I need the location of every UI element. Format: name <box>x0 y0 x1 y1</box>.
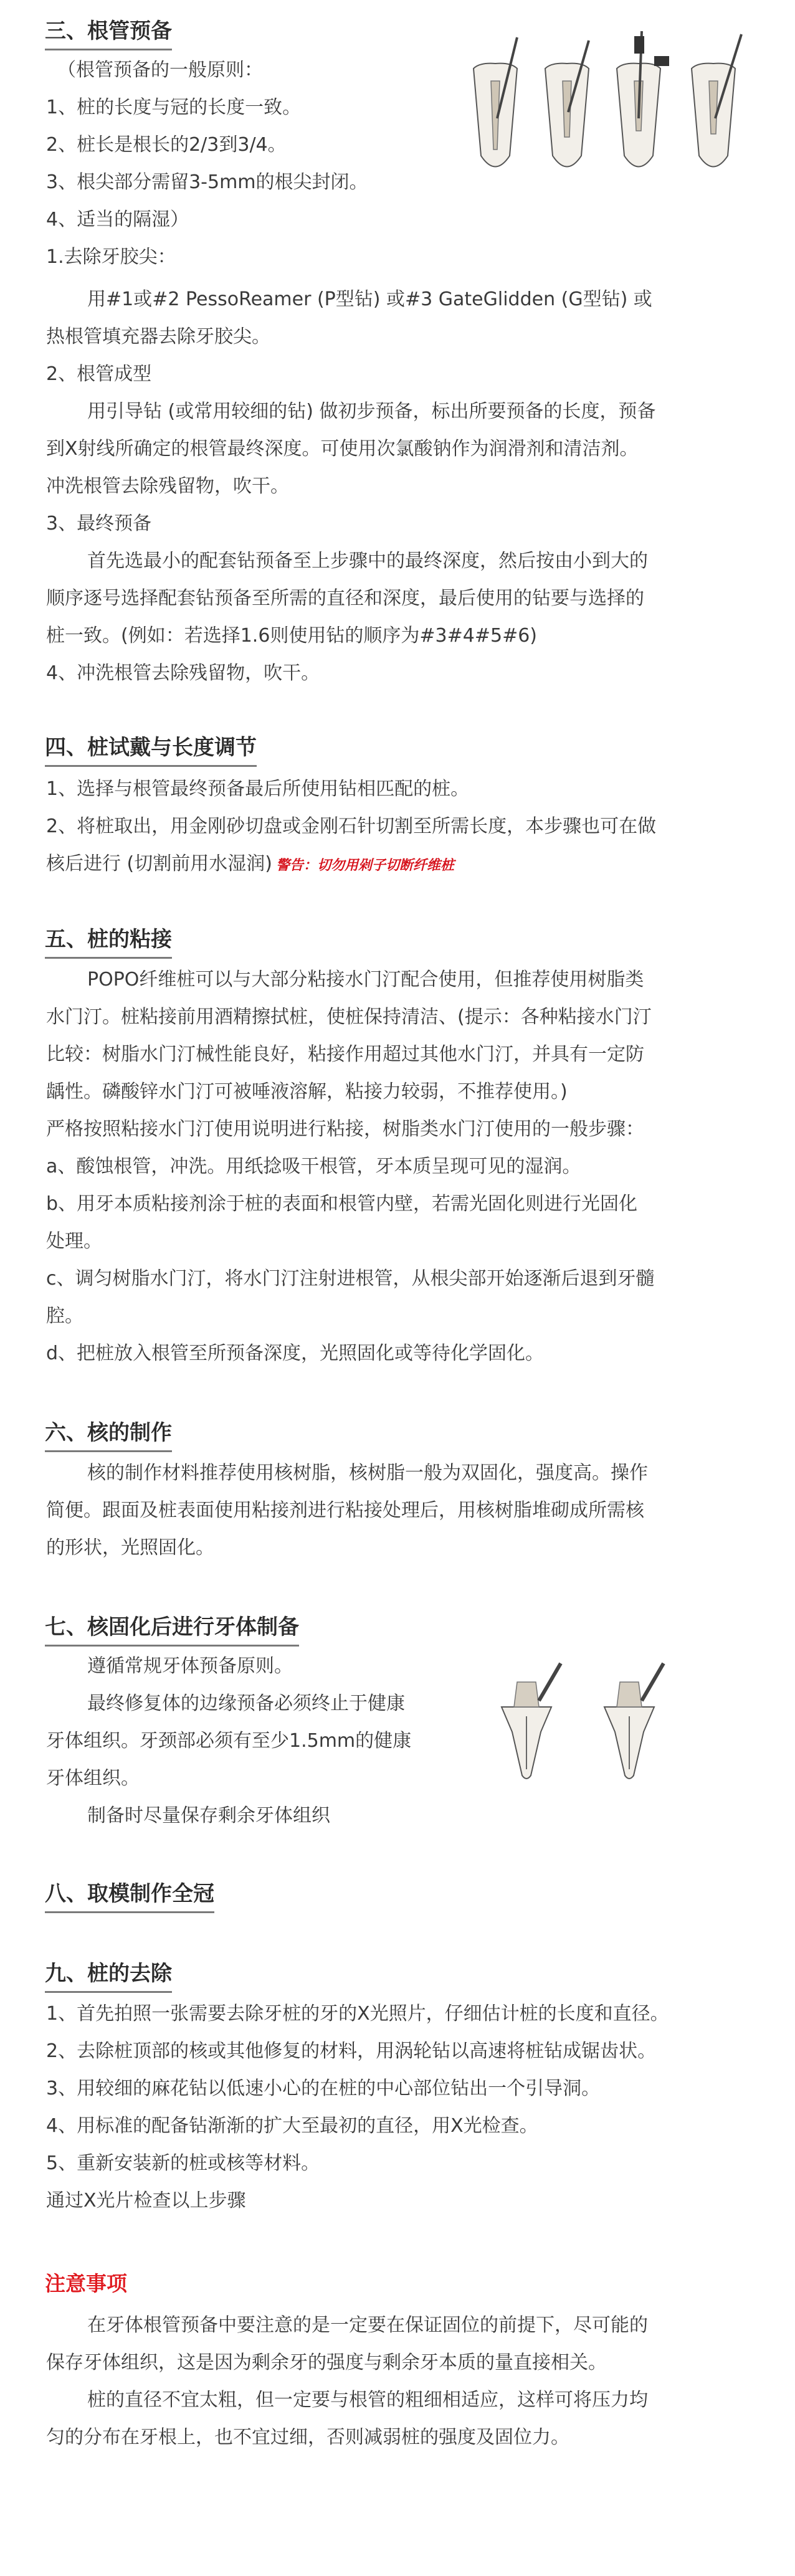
notes-line-3: 匀的分布在牙根上，也不宜过细，否则减弱桩的强度及固位力。 <box>46 2426 569 2448</box>
sec5-line-10: d、把桩放入根管至所预备深度，光照固化或等待化学固化。 <box>46 1343 545 1364</box>
warning-text: 警告：切勿用剁子切断纤维桩 <box>275 858 454 873</box>
sec4-line-2: 核后进行 (切割前用水湿润) <box>46 853 272 875</box>
sec3-line-11: 冲洗根管去除残留物，吹干。 <box>46 475 289 497</box>
sec3-line-13: 首先选最小的配套钻预备至上步骤中的最终深度，然后按由小到大的 <box>87 550 648 572</box>
sec3-line-1: 1、桩的长度与冠的长度一致。 <box>46 97 302 118</box>
sec5-line-0: POPO纤维桩可以与大部分粘接水门汀配合使用，但推荐使用树脂类 <box>87 969 644 991</box>
sec3-line-15: 桩一致。(例如：若选择1.6则使用钻的顺序为#3#4#5#6) <box>46 625 538 647</box>
sec7-line-1: 最终修复体的边缘预备必须终止于健康 <box>87 1693 405 1714</box>
section-3-title: 三、根管预备 <box>45 17 172 50</box>
sec3-line-2: 2、桩长是根长的2/3到3/4。 <box>46 134 287 156</box>
sec6-line-0: 核的制作材料推荐使用核树脂，核树脂一般为双固化，强度高。操作 <box>87 1462 648 1484</box>
sec5-line-5: a、酸蚀根管，冲洗。用纸捻吸干根管，牙本质呈现可见的湿润。 <box>46 1156 581 1177</box>
crown-preparation-illustration <box>492 1657 716 1782</box>
section-4-title: 四、桩试戴与长度调节 <box>45 734 257 767</box>
sec9-line-2: 3、用较细的麻花钻以低速小心的在桩的中心部位钻出一个引导洞。 <box>46 2078 601 2099</box>
sec5-line-8: c、调匀树脂水门汀，将水门汀注射进根管，从根尖部开始逐渐后退到牙髓 <box>46 1268 655 1290</box>
sec7-line-0: 遵循常规牙体预备原则。 <box>87 1655 293 1677</box>
sec9-line-0: 1、首先拍照一张需要去除牙桩的牙的X光照片，仔细估计桩的长度和直径。 <box>46 2003 669 2025</box>
sec5-line-9: 腔。 <box>46 1305 83 1327</box>
notes-line-2: 桩的直径不宜太粗，但一定要与根管的粗细相适应，这样可将压力均 <box>87 2389 648 2411</box>
sec3-line-5: 1.去除牙胶尖： <box>46 246 176 268</box>
section-7-title: 七、核固化后进行牙体制备 <box>45 1614 299 1647</box>
sec3-line-16: 4、冲洗根管去除残留物，吹干。 <box>46 662 320 684</box>
sec7-line-4: 制备时尽量保存剩余牙体组织 <box>87 1805 330 1827</box>
section-6-title: 六、核的制作 <box>45 1419 172 1452</box>
sec9-line-4: 5、重新安装新的桩或核等材料。 <box>46 2152 320 2174</box>
root-canal-illustration <box>461 25 760 181</box>
sec5-line-4: 严格按照粘接水门汀使用说明进行粘接，树脂类水门汀使用的一般步骤： <box>46 1118 644 1140</box>
sec3-line-7: 热根管填充器去除牙胶尖。 <box>46 326 270 348</box>
sec4-line-0: 1、选择与根管最终预备最后所使用钻相匹配的桩。 <box>46 778 470 800</box>
section-5-title: 五、桩的粘接 <box>45 926 172 959</box>
sec5-line-3: 龋性。磷酸锌水门汀可被唾液溶解，粘接力较弱，不推荐使用。) <box>46 1081 568 1103</box>
sec5-line-2: 比较：树脂水门汀械性能良好，粘接作用超过其他水门汀，并具有一定防 <box>46 1043 644 1065</box>
notes-line-0: 在牙体根管预备中要注意的是一定要在保证固位的前提下，尽可能的 <box>87 2314 648 2336</box>
sec3-line-3: 3、根尖部分需留3-5mm的根尖封闭。 <box>46 171 368 193</box>
notes-line-1: 保存牙体组织，这是因为剩余牙的强度与剩余牙本质的量直接相关。 <box>46 2352 607 2374</box>
notes-title: 注意事项 <box>45 2271 127 2296</box>
sec5-line-6: b、用牙本质粘接剂涂于桩的表面和根管内壁，若需光固化则进行光固化 <box>46 1193 638 1215</box>
sec6-line-2: 的形状，光照固化。 <box>46 1537 214 1559</box>
sec3-line-14: 顺序逐号选择配套钻预备至所需的直径和深度，最后使用的钻要与选择的 <box>46 587 644 609</box>
sec3-line-6: 用#1或#2 PessoReamer (P型钻) 或#3 GateGlidden (G型钻) 或 <box>87 288 652 310</box>
sec9-line-5: 通过X光片检查以上步骤 <box>46 2190 246 2212</box>
sec4-line-1: 2、将桩取出，用金刚砂切盘或金刚石针切割至所需长度，本步骤也可在做 <box>46 815 657 837</box>
sec6-line-1: 简便。跟面及桩表面使用粘接剂进行粘接处理后，用核树脂堆砌成所需核 <box>46 1499 644 1521</box>
sec7-line-2: 牙体组织。牙颈部必须有至少1.5mm的健康 <box>46 1730 412 1752</box>
sec3-line-4: 4、适当的隔湿） <box>46 209 189 231</box>
sec3-line-8: 2、根管成型 <box>46 363 152 385</box>
sec3-line-9: 用引导钻 (或常用较细的钻) 做初步预备，标出所要预备的长度，预备 <box>87 401 656 422</box>
sec9-line-1: 2、去除桩顶部的核或其他修复的材料，用涡轮钻以高速将桩钻成锯齿状。 <box>46 2040 657 2062</box>
sec3-line-0: （根管预备的一般原则： <box>57 59 263 81</box>
section-9-title: 九、桩的去除 <box>45 1960 172 1993</box>
sec4-line-2-row <box>46 851 454 879</box>
sec5-line-7: 处理。 <box>46 1230 102 1252</box>
sec3-line-10: 到X射线所确定的根管最终深度。可使用次氯酸钠作为润滑剂和清洁剂。 <box>46 438 639 460</box>
section-8-title: 八、取模制作全冠 <box>45 1880 214 1913</box>
sec9-line-3: 4、用标准的配备钻渐渐的扩大至最初的直径，用X光检查。 <box>46 2115 538 2137</box>
sec5-line-1: 水门汀。桩粘接前用酒精擦拭桩，使桩保持清洁、(提示：各种粘接水门汀 <box>46 1006 652 1028</box>
sec3-line-12: 3、最终预备 <box>46 513 152 535</box>
sec7-line-3: 牙体组织。 <box>46 1767 140 1789</box>
